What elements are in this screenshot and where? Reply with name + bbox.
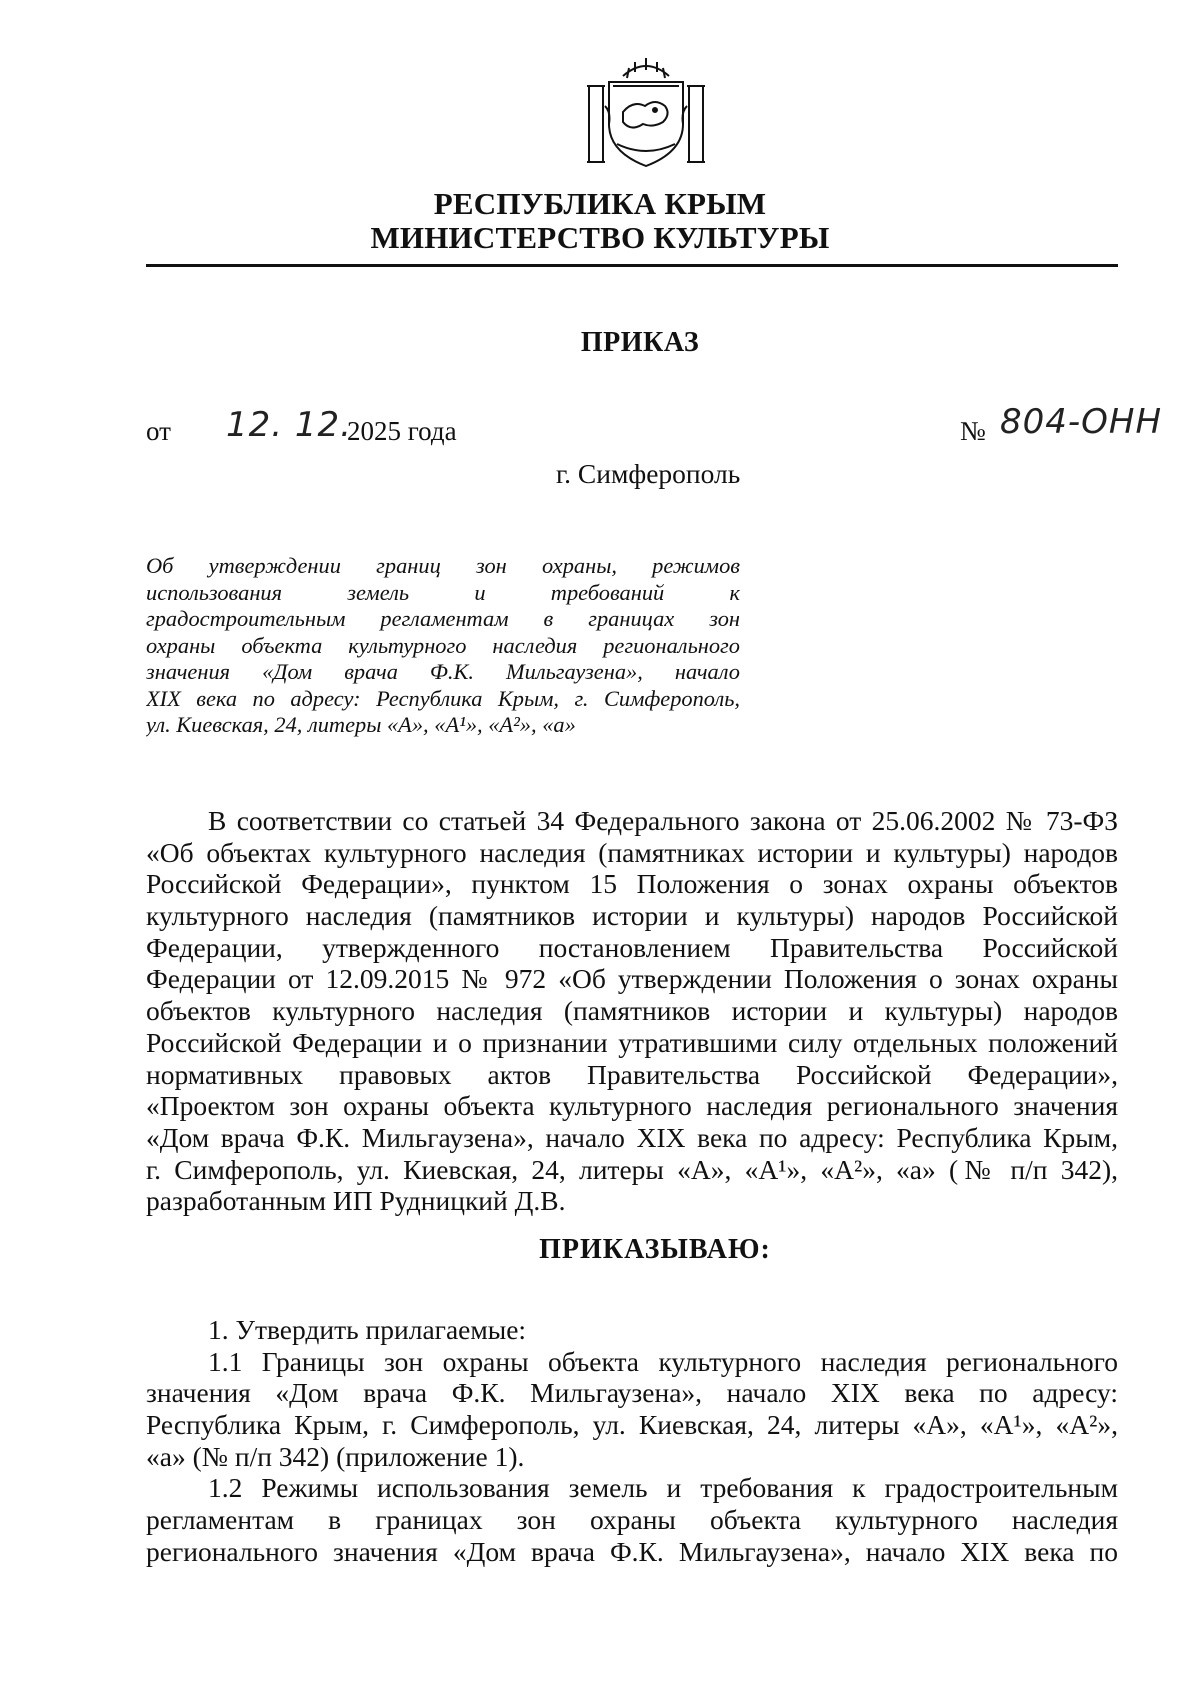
preamble-line: Федерации от 12.09.2015 № 972 «Об утверждении Положения о зонах охраны [146, 963, 1118, 995]
subject-line: Об утверждении границ зон охраны, режимов [146, 553, 740, 578]
preamble-line: В соответствии со статьей 34 Федерального закона от 25.06.2002 № 73-ФЗ [208, 805, 1118, 836]
subject-line: значения «Дом врача Ф.К. Мильгаузена», начало [146, 659, 740, 684]
subject-line: использования земель и требований к [146, 579, 740, 605]
preamble-line: нормативных правовых актов Правительства Российской Федерации», [146, 1058, 1118, 1090]
subject-line: градостроительным регламентам в границах зон [146, 606, 740, 631]
header-divider [146, 264, 1118, 267]
preamble-paragraph [146, 805, 1118, 1217]
date-year: 2025 года [347, 416, 457, 446]
date-prefix: от [146, 416, 171, 446]
preamble-line: «Проектом зон охраны объекта культурного наследия регионального значения [146, 1090, 1118, 1122]
handwritten-date: 12. 12. [226, 405, 352, 445]
city: г. Симферополь [556, 458, 741, 489]
preamble-line: Российской Федерации», пунктом 15 Положения о зонах охраны объектов [146, 868, 1118, 900]
item-line: 1. Утвердить прилагаемые: [208, 1314, 527, 1345]
item-line: 1.1 Границы зон охраны объекта культурного наследия регионального [208, 1345, 1118, 1377]
order-subject [146, 553, 740, 739]
order-items [146, 1314, 1118, 1568]
decree-heading: ПРИКАЗЫВАЮ: [539, 1234, 771, 1265]
item-line: Республика Крым, г. Симферополь, ул. Киевская, 24, литеры «А», «А¹», «А²», [146, 1409, 1118, 1441]
preamble-line: Федерации, утвержденного постановлением Правительства Российской [146, 931, 1118, 963]
number-prefix: № [960, 416, 986, 446]
item-line: 1.2 Режимы использования земель и требования к градостроительным [208, 1472, 1118, 1504]
preamble-line: «Дом врача Ф.К. Мильгаузена», начало XIX века по адресу: Республика Крым, [146, 1121, 1118, 1153]
handwritten-number: 804-ОНН [1000, 402, 1163, 442]
item-line: регламентам в границах зон охраны объекта культурного наследия [146, 1504, 1118, 1536]
subject-line: ул. Киевская, 24, литеры «А», «А¹», «А²», «а» [146, 712, 576, 737]
item-line: значения «Дом врача Ф.К. Мильгаузена», начало XIX века по адресу: [146, 1377, 1118, 1409]
subject-line: XIX века по адресу: Республика Крым, г. Симферополь, [146, 685, 740, 711]
ministry-name: МИНИСТЕРСТВО КУЛЬТУРЫ [370, 220, 830, 255]
document-title: ПРИКАЗ [580, 327, 700, 358]
crimea-coat-of-arms-icon [583, 48, 709, 172]
preamble-line: культурного наследия (памятников истории и культуры) народов Российской [146, 900, 1118, 932]
preamble-line: Российской Федерации и о признании утратившими силу отдельных положений [146, 1026, 1118, 1058]
item-line: «а» (№ п/п 342) (приложение 1). [146, 1440, 525, 1472]
preamble-line: «Об объектах культурного наследия (памятниках истории и культуры) народов [146, 836, 1118, 868]
republic-name: РЕСПУБЛИКА КРЫМ [433, 186, 767, 221]
item-line: регионального значения «Дом врача Ф.К. Мильгаузена», начало XIX века по [146, 1535, 1118, 1567]
preamble-line: объектов культурного наследия (памятников истории и культуры) народов [146, 995, 1118, 1027]
subject-line: охраны объекта культурного наследия регионального [146, 632, 740, 658]
preamble-line: разработанным ИП Рудницкий Д.В. [146, 1185, 566, 1217]
preamble-line: г. Симферополь, ул. Киевская, 24, литеры «А», «А¹», «А²», «а» (№ п/п 342), [146, 1153, 1118, 1185]
